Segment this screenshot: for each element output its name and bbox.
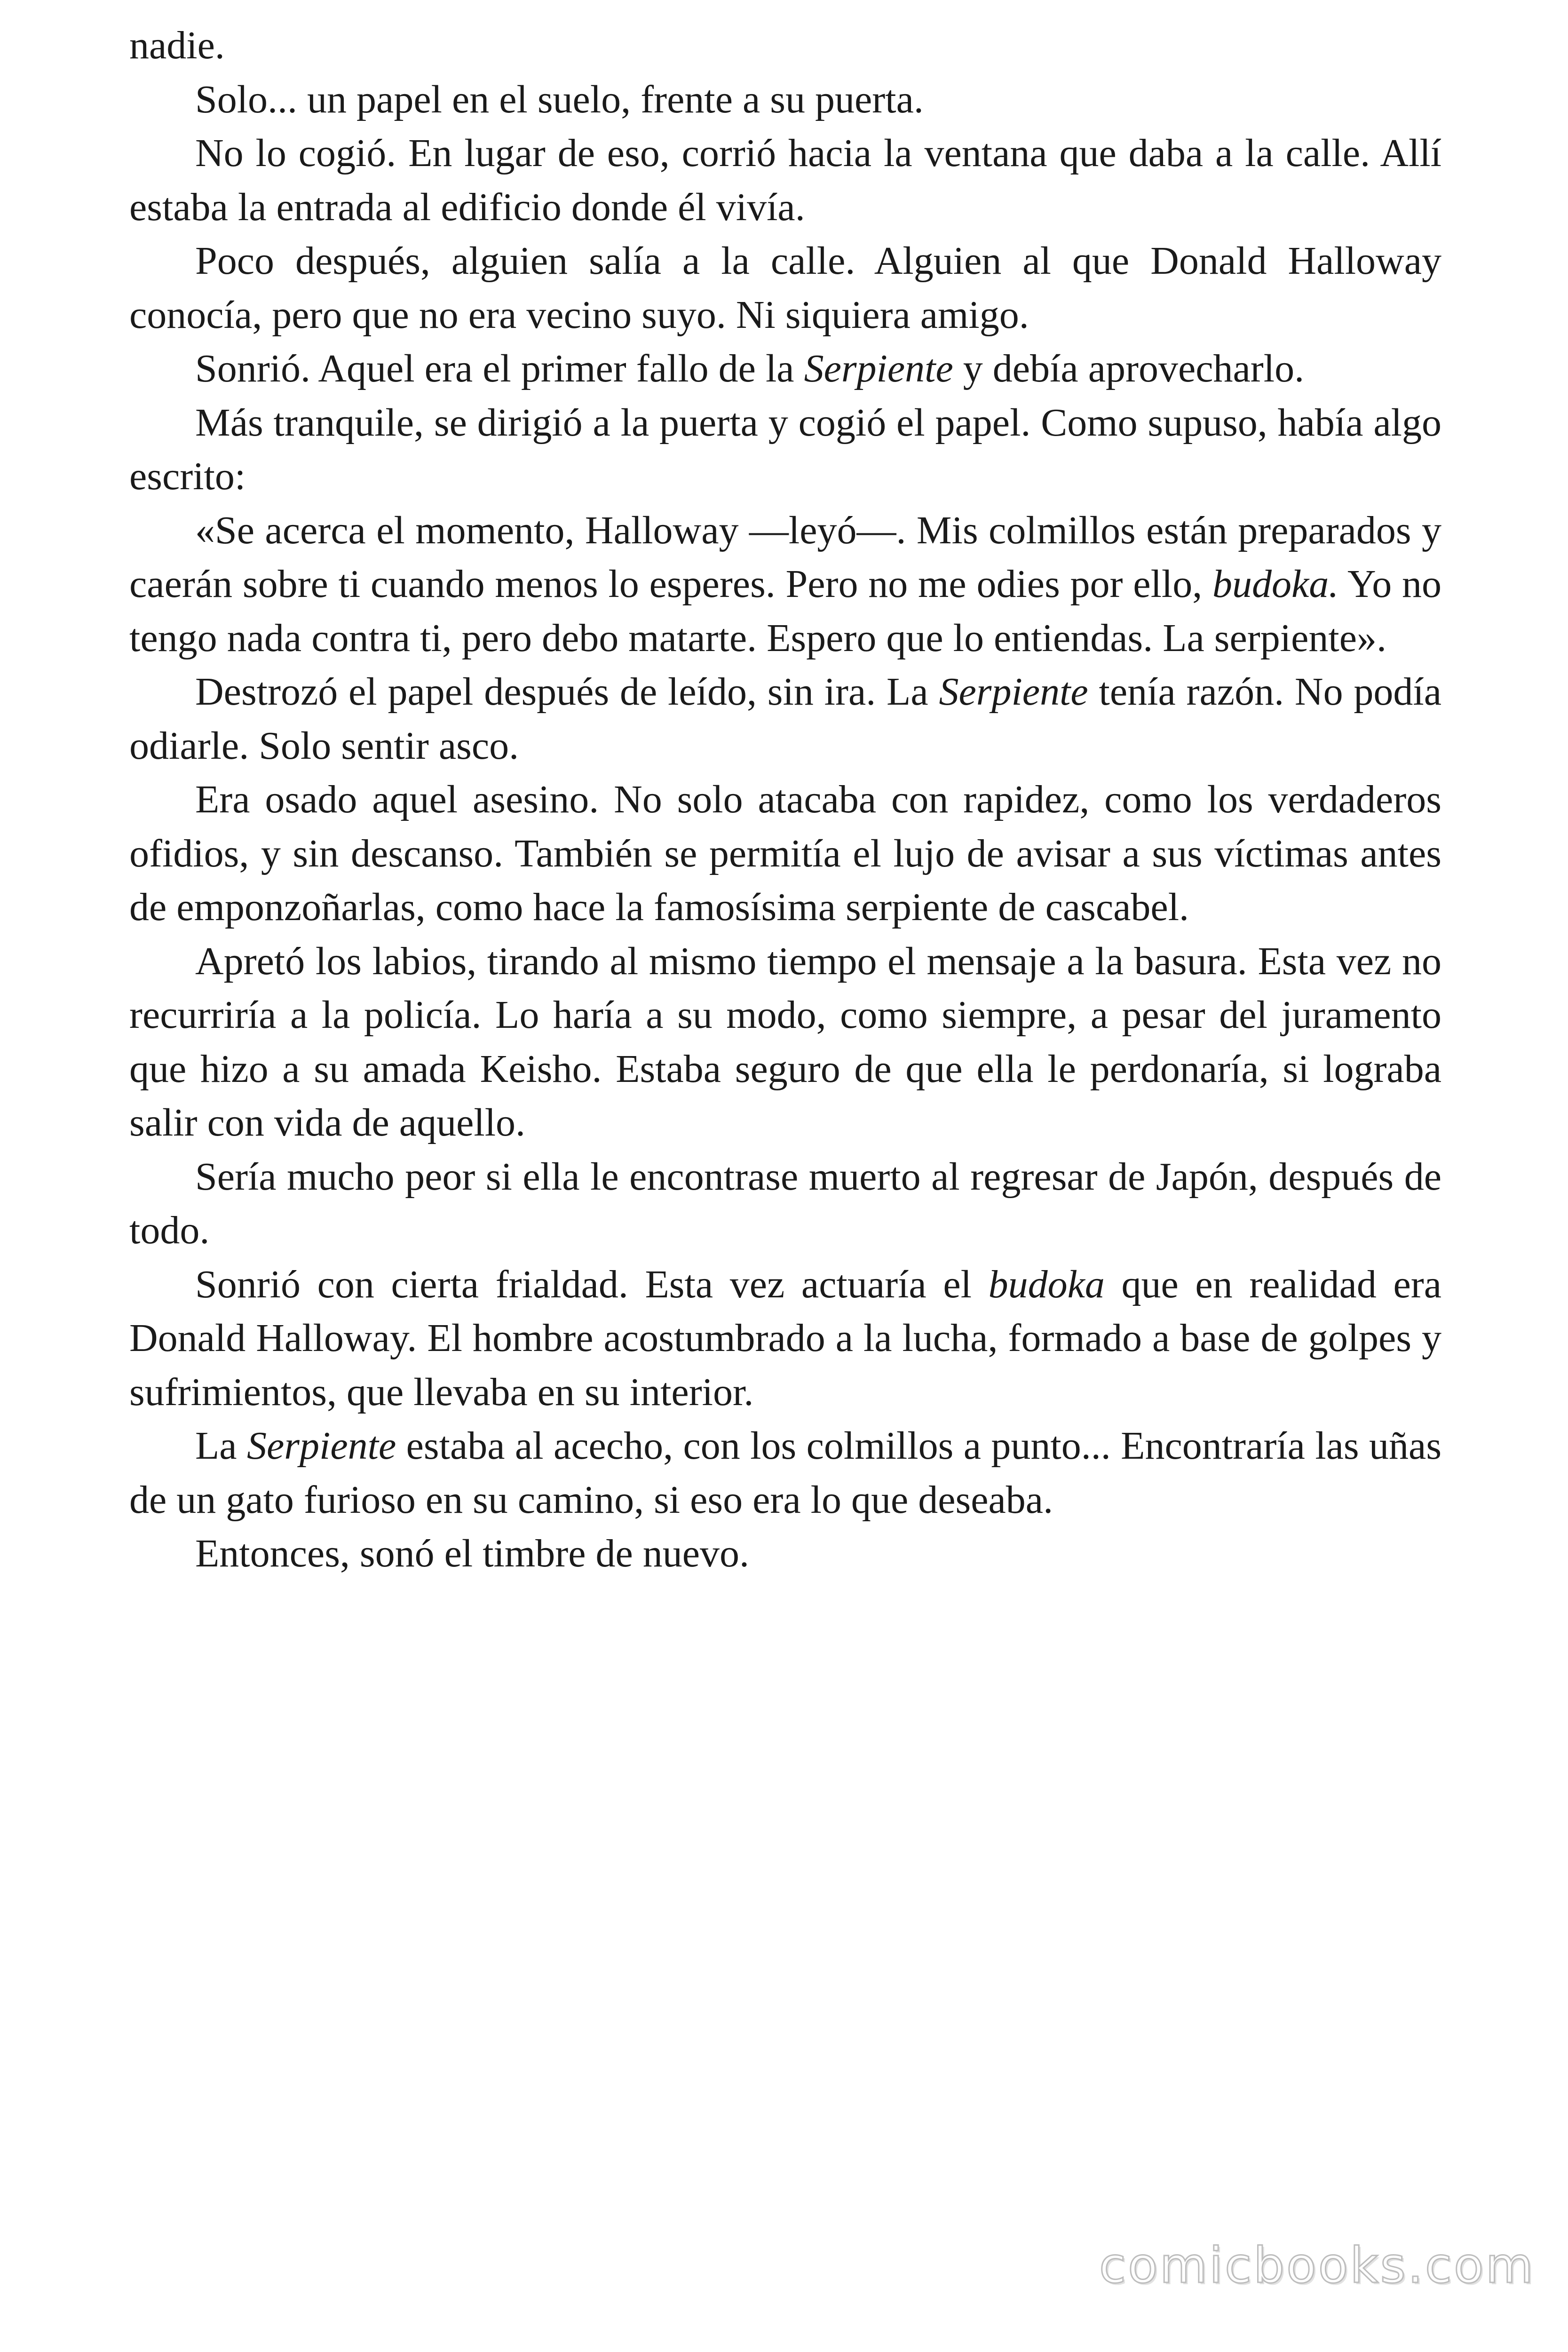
paragraph [129,1150,1441,1258]
paragraph [129,127,1441,234]
paragraph [129,665,1441,773]
paragraph-text: Solo... un papel en el suelo, frente a su puerta. [195,77,924,121]
paragraph [129,935,1441,1150]
paragraph-text: tenía razón. No podía odiarle. Solo sentir asco. [129,670,1441,768]
paragraph [129,1258,1441,1420]
paragraph [129,19,1441,73]
paragraph [129,1527,1441,1581]
paragraph-text: Sonrió. Aquel era el primer fallo de la [195,347,804,390]
paragraph-text: No lo cogió. En lugar de eso, corrió hacia la ventana que daba a la calle. Allí estaba la entrada al edificio donde él vivía. [129,131,1441,229]
paragraph [129,773,1441,935]
paragraph-text: La [195,1424,247,1468]
paragraph-text: Era osado aquel asesino. No solo atacaba con rapidez, como los verdaderos ofidios, y sin descanso. También se permitía el lujo de avisar a sus víctimas antes de emponzoñarlas, como hace la famosísima serpiente de cascabel. [129,778,1441,929]
paragraph-text: que en realidad era Donald Halloway. El hombre acostumbrado a la lucha, formado a base de golpes y sufrimientos, que llevaba en su interior. [129,1262,1441,1414]
paragraph-text: «Se acerca el momento, Halloway —leyó—. Mis colmillos están preparados y caerán sobre ti cuando menos lo esperes. Pero no me odies por ello, [129,508,1441,606]
paragraph-text: Más tranquile, se dirigió a la puerta y cogió el papel. Como supuso, había algo escrito: [129,400,1441,498]
italic-text: Serpiente [939,670,1088,714]
paragraph-text: Yo no tengo nada contra ti, pero debo matarte. Espero que lo entiendas. La serpiente». [129,562,1441,660]
paragraph-text: Sonrió con cierta frialdad. Esta vez actuaría el [195,1262,989,1306]
paragraph-text: Apretó los labios, tirando al mismo tiempo el mensaje a la basura. Esta vez no recurriría a la policía. Lo haría a su modo, como siempre, a pesar del juramento que hizo a su amada Keisho. Estaba seguro de que ella le perdonaría, si lograba salir con vida de aquello. [129,939,1441,1144]
italic-text: Serpiente [247,1424,396,1468]
paragraph [129,234,1441,342]
paragraph-text: nadie. [129,24,225,67]
paragraph [129,396,1441,504]
paragraph [129,504,1441,666]
italic-text: budoka [988,1262,1105,1306]
paragraph-text: Entonces, sonó el timbre de nuevo. [195,1532,750,1575]
paragraph [129,342,1441,396]
italic-text: Serpiente [804,347,953,390]
site-watermark: comicbooks.com [1099,2237,1535,2294]
paragraph-text: Destrozó el papel después de leído, sin ira. La [195,670,939,714]
paragraph-text: Sería mucho peor si ella le encontrase muerto al regresar de Japón, después de todo. [129,1154,1441,1252]
italic-text: budoka. [1212,562,1339,606]
body-text [129,19,1441,1581]
paragraph-text: y debía aprovecharlo. [953,347,1305,390]
paragraph-text: Poco después, alguien salía a la calle. Alguien al que Donald Halloway conocía, pero que no era vecino suyo. Ni siquiera amigo. [129,239,1441,337]
paragraph [129,1419,1441,1527]
paragraph [129,73,1441,127]
paragraph-text: estaba al acecho, con los colmillos a punto... Encontraría las uñas de un gato furioso en su camino, si eso era lo que deseaba. [129,1424,1442,1522]
